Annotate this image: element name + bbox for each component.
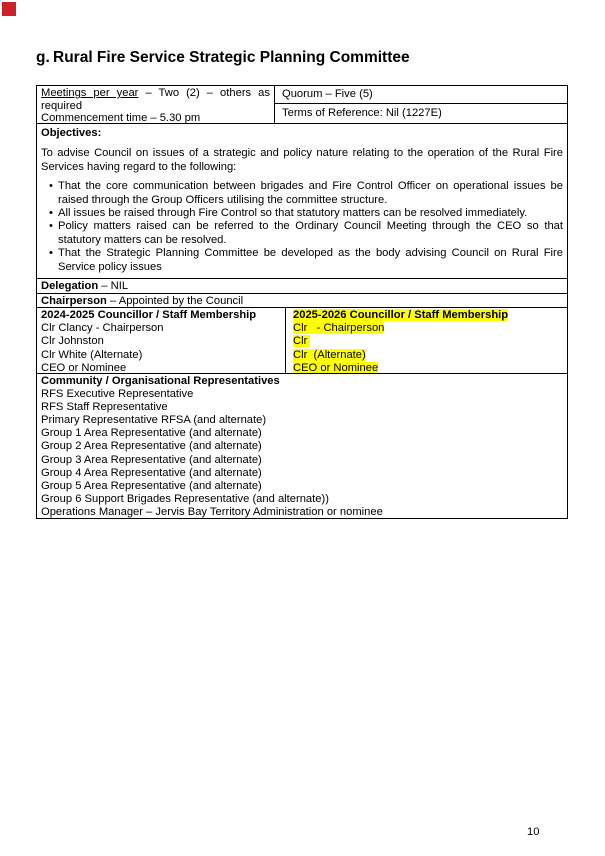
meetings-label: Meetings per year bbox=[41, 87, 139, 99]
list-item bbox=[293, 322, 560, 335]
bullet-marker: • bbox=[49, 180, 53, 193]
page-title bbox=[36, 49, 410, 67]
list-item bbox=[293, 335, 560, 348]
list-item bbox=[293, 349, 560, 362]
page-number: 10 bbox=[527, 826, 540, 838]
bullet-text: That the Strategic Planning Committee be developed as the body advising Council on Rural Fire Service policy issues bbox=[58, 247, 563, 273]
meetings-detail: – Two (2) – others as required bbox=[41, 87, 271, 112]
list-item: RFS Staff Representative bbox=[41, 401, 168, 414]
list-item bbox=[41, 180, 563, 207]
list-item: Clr Johnston bbox=[41, 335, 104, 348]
list-item: RFS Executive Representative bbox=[41, 388, 194, 401]
list-item: Clr White (Alternate) bbox=[41, 348, 143, 361]
list-item: Group 6 Support Brigades Representative (and alternate)) bbox=[41, 492, 329, 505]
meetings-cell bbox=[37, 86, 274, 123]
highlighted-text: Clr - Chairperson bbox=[293, 322, 385, 335]
quorum-terms-column bbox=[274, 86, 567, 123]
meetings-quorum-row bbox=[37, 86, 567, 123]
community-header: Community / Organisational Representatives bbox=[41, 375, 280, 387]
meetings-line bbox=[41, 87, 270, 112]
membership-2024-header: 2024-2025 Councillor / Staff Membership bbox=[41, 309, 257, 321]
chairperson-cell bbox=[37, 293, 567, 307]
list-item: Group 5 Area Representative (and alternate) bbox=[41, 479, 262, 492]
delegation-value: – NIL bbox=[98, 280, 129, 292]
terms-of-reference-cell: Terms of Reference: Nil (1227E) bbox=[275, 103, 567, 123]
delegation-cell bbox=[37, 278, 567, 293]
list-item: Group 1 Area Representative (and alternate) bbox=[41, 427, 262, 440]
chairperson-value: – Appointed by the Council bbox=[106, 295, 244, 307]
heading-text: Rural Fire Service Strategic Planning Committee bbox=[53, 49, 410, 66]
bullet-marker: • bbox=[49, 247, 53, 260]
list-item bbox=[41, 207, 563, 220]
list-item: CEO or Nominee bbox=[41, 361, 127, 373]
list-item: Operations Manager – Jervis Bay Territory Administration or nominee bbox=[41, 505, 383, 518]
objectives-intro: To advise Council on issues of a strategic and policy nature relating to the operation of the Rural Fire Services having regard to the following: bbox=[41, 147, 563, 173]
membership-2025-header: 2025-2026 Councillor / Staff Membership bbox=[293, 309, 509, 321]
list-item: Group 4 Area Representative (and alternate) bbox=[41, 466, 262, 479]
list-item: Primary Representative RFSA (and alternate) bbox=[41, 414, 267, 427]
quorum-cell: Quorum – Five (5) bbox=[282, 88, 373, 100]
membership-2024-2025-cell bbox=[37, 308, 285, 373]
heading-list-letter: g. bbox=[36, 49, 50, 66]
list-item: Group 3 Area Representative (and alternate) bbox=[41, 453, 262, 466]
chairperson-label: Chairperson bbox=[41, 295, 107, 307]
committee-table bbox=[36, 85, 568, 519]
commencement-time: Commencement time – 5.30 pm bbox=[41, 112, 201, 123]
community-representatives-cell bbox=[37, 373, 567, 518]
highlighted-text: CEO or Nominee bbox=[293, 361, 379, 373]
bullet-text: Policy matters raised can be referred to the Ordinary Council Meeting through the CEO so that statutory matters can be resolved. bbox=[58, 220, 563, 246]
list-item bbox=[41, 220, 563, 247]
list-item bbox=[293, 362, 560, 373]
highlighted-text: Clr bbox=[293, 335, 311, 348]
objectives-cell bbox=[37, 123, 567, 278]
objectives-bullet-list bbox=[41, 180, 563, 274]
bullet-text: All issues be raised through Fire Control so that statutory matters can be resolved immediately. bbox=[58, 207, 528, 220]
bullet-marker: • bbox=[49, 207, 53, 220]
bullet-text: That the core communication between brigades and Fire Control Officer on operational issues be raised through the Group Officers utilising the committee structure. bbox=[58, 180, 563, 206]
delegation-label: Delegation bbox=[41, 280, 99, 292]
list-item: Group 2 Area Representative (and alternate) bbox=[41, 440, 262, 453]
bullet-marker: • bbox=[49, 220, 53, 233]
objectives-title: Objectives: bbox=[41, 127, 102, 139]
list-item: Clr Clancy - Chairperson bbox=[41, 322, 164, 335]
list-item bbox=[293, 309, 560, 322]
corner-marker bbox=[2, 2, 16, 16]
highlighted-text: Clr (Alternate) bbox=[293, 348, 366, 361]
membership-2025-2026-cell bbox=[285, 308, 567, 373]
membership-row bbox=[37, 307, 567, 373]
list-item bbox=[41, 247, 563, 274]
